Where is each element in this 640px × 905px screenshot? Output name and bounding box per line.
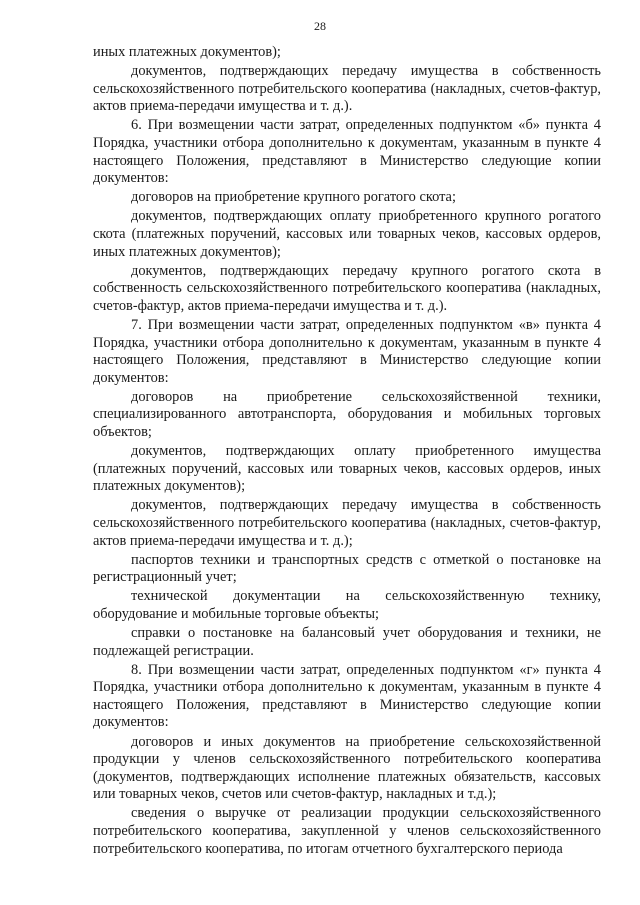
paragraph: договоров на приобретение сельскохозяйственной техники, специализированного автотранспорта, оборудования и мобильных торговых объектов;: [93, 388, 601, 440]
paragraph: документов, подтверждающих передачу имущества в собственность сельскохозяйственного потребительского кооператива (накладных, счетов-фактур, актов приема-передачи имущества и т. д.);: [93, 497, 601, 549]
paragraph: сведения о выручке от реализации продукции сельскохозяйственного потребительского кооператива, закупленной у членов сельскохозяйственного потребительского кооператива, по итогам отчетного бухгалтерского периода: [93, 805, 601, 857]
paragraph: 6. При возмещении части затрат, определенных подпунктом «б» пункта 4 Порядка, участники отбора дополнительно к документам, указанным в пункте 4 настоящего Положения, представляют в Министерство следующие копии документов:: [93, 117, 601, 187]
paragraph: 7. При возмещении части затрат, определенных подпунктом «в» пункта 4 Порядка, участники отбора дополнительно к документам, указанным в пункте 4 настоящего Положения, представляют в Министерство следующие копии документов:: [93, 316, 601, 386]
paragraph: документов, подтверждающих передачу имущества в собственность сельскохозяйственного потребительского кооператива (накладных, счетов-фактур, актов приема-передачи имущества и т. д.).: [93, 63, 601, 115]
page-number: 28: [314, 19, 326, 33]
paragraph: иных платежных документов);: [93, 44, 281, 60]
paragraph: справки о постановке на балансовый учет оборудования и техники, не подлежащей регистрации.: [93, 625, 601, 659]
paragraph: договоров на приобретение крупного рогатого скота;: [131, 189, 456, 206]
paragraph: паспортов техники и транспортных средств с отметкой о постановке на регистрационный учет;: [93, 551, 601, 586]
document-body: [93, 44, 601, 860]
paragraph: документов, подтверждающих передачу крупного рогатого скота в собственность сельскохозяйственного потребительского кооператива (накладных, счетов-фактур, актов приема-передачи имущества и т. д.).: [93, 262, 601, 314]
paragraph: документов, подтверждающих оплату приобретенного крупного рогатого скота (платежных поручений, кассовых или товарных чеков, кассовых ордеров, иных платежных документов);: [93, 208, 601, 260]
paragraph: договоров и иных документов на приобретение сельскохозяйственной продукции у членов сельскохозяйственного потребительского кооператива (документов, подтверждающих исполнение платежных обязательств, кассовых или товарных чеков, счетов или счетов-фактур, накладных и т.д.);: [93, 733, 601, 803]
paragraph: документов, подтверждающих оплату приобретенного имущества (платежных поручений, кассовых или товарных чеков, кассовых ордеров, иных платежных документов);: [93, 443, 601, 495]
paragraph: технической документации на сельскохозяйственную технику, оборудование и мобильные торговые объекты;: [93, 588, 601, 622]
paragraph: 8. При возмещении части затрат, определенных подпунктом «г» пункта 4 Порядка, участники отбора дополнительно к документам, указанным в пункте 4 настоящего Положения, представляют в Министерство следующие копии документов:: [93, 661, 601, 731]
